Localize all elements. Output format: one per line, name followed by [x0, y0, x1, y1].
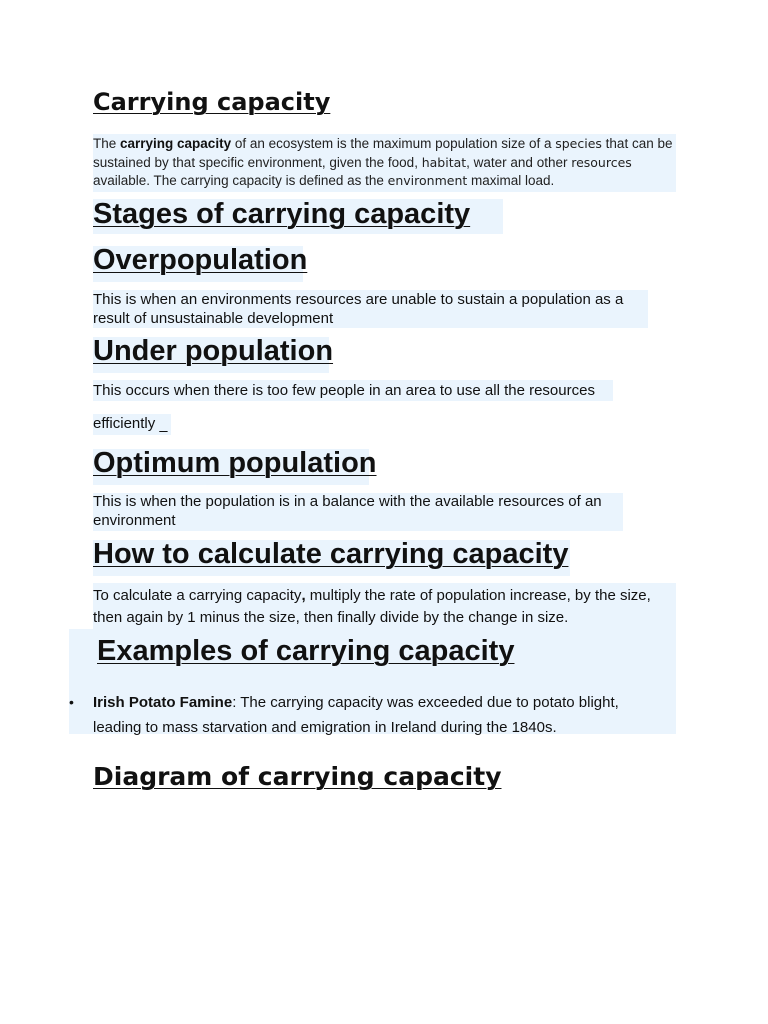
term-habitat: habitat [421, 154, 467, 170]
calculate-heading: How to calculate carrying capacity [93, 538, 569, 570]
overpopulation-heading: Overpopulation [93, 244, 308, 276]
page-title: Carrying capacity [93, 88, 331, 116]
example-text: : The carrying capacity was exceeded due to potato blight, leading to mass starvation and emigration in Ireland during the 1840s. [93, 694, 619, 736]
intro-text: that can be sustained by that specific environment, given the food, [93, 136, 673, 170]
list-item [69, 690, 658, 740]
example-title: Irish Potato Famine [93, 694, 233, 711]
bullet-icon: • [69, 694, 74, 710]
optimum-heading: Optimum population [93, 447, 377, 479]
intro-text: maximal load. [467, 173, 555, 188]
intro-paragraph [93, 135, 678, 191]
term-species: species [555, 136, 602, 151]
intro-text: The [93, 136, 121, 151]
calc-text: To calculate a carrying capacity [93, 587, 302, 604]
underpopulation-word: efficiently [93, 415, 156, 432]
calculate-text [93, 585, 678, 629]
overpopulation-text: This is when an environments resources are unable to sustain a population as a result of unsustainable development [93, 291, 624, 327]
intro-text: available. The carrying capacity is defined as the [93, 173, 388, 188]
intro-bold-term: carrying capacity [120, 136, 232, 151]
underpopulation-text-line1: This occurs when there is too few people in an area to use all the resources [93, 382, 595, 399]
intro-text: of an ecosystem is the maximum population size of a [231, 136, 556, 151]
underpopulation-heading: Under population [93, 335, 334, 367]
underpopulation-text-line2 [93, 415, 663, 434]
intro-text: , water and other [466, 154, 572, 170]
diagram-heading: Diagram of carrying capacity [93, 762, 502, 791]
stages-heading: Stages of carrying capacity [93, 198, 471, 230]
term-resources: resources [571, 154, 632, 170]
underline-space [159, 415, 167, 432]
calc-comma: , [301, 587, 306, 604]
examples-heading: Examples of carrying capacity [97, 635, 515, 667]
optimum-text: This is when the population is in a balance with the available resources of an environment [93, 493, 602, 529]
term-environment: environment [387, 173, 468, 188]
calc-text: multiply the rate of population increase, by the size, then again by 1 minus the size, then finally divide by the change in size. [93, 587, 651, 626]
